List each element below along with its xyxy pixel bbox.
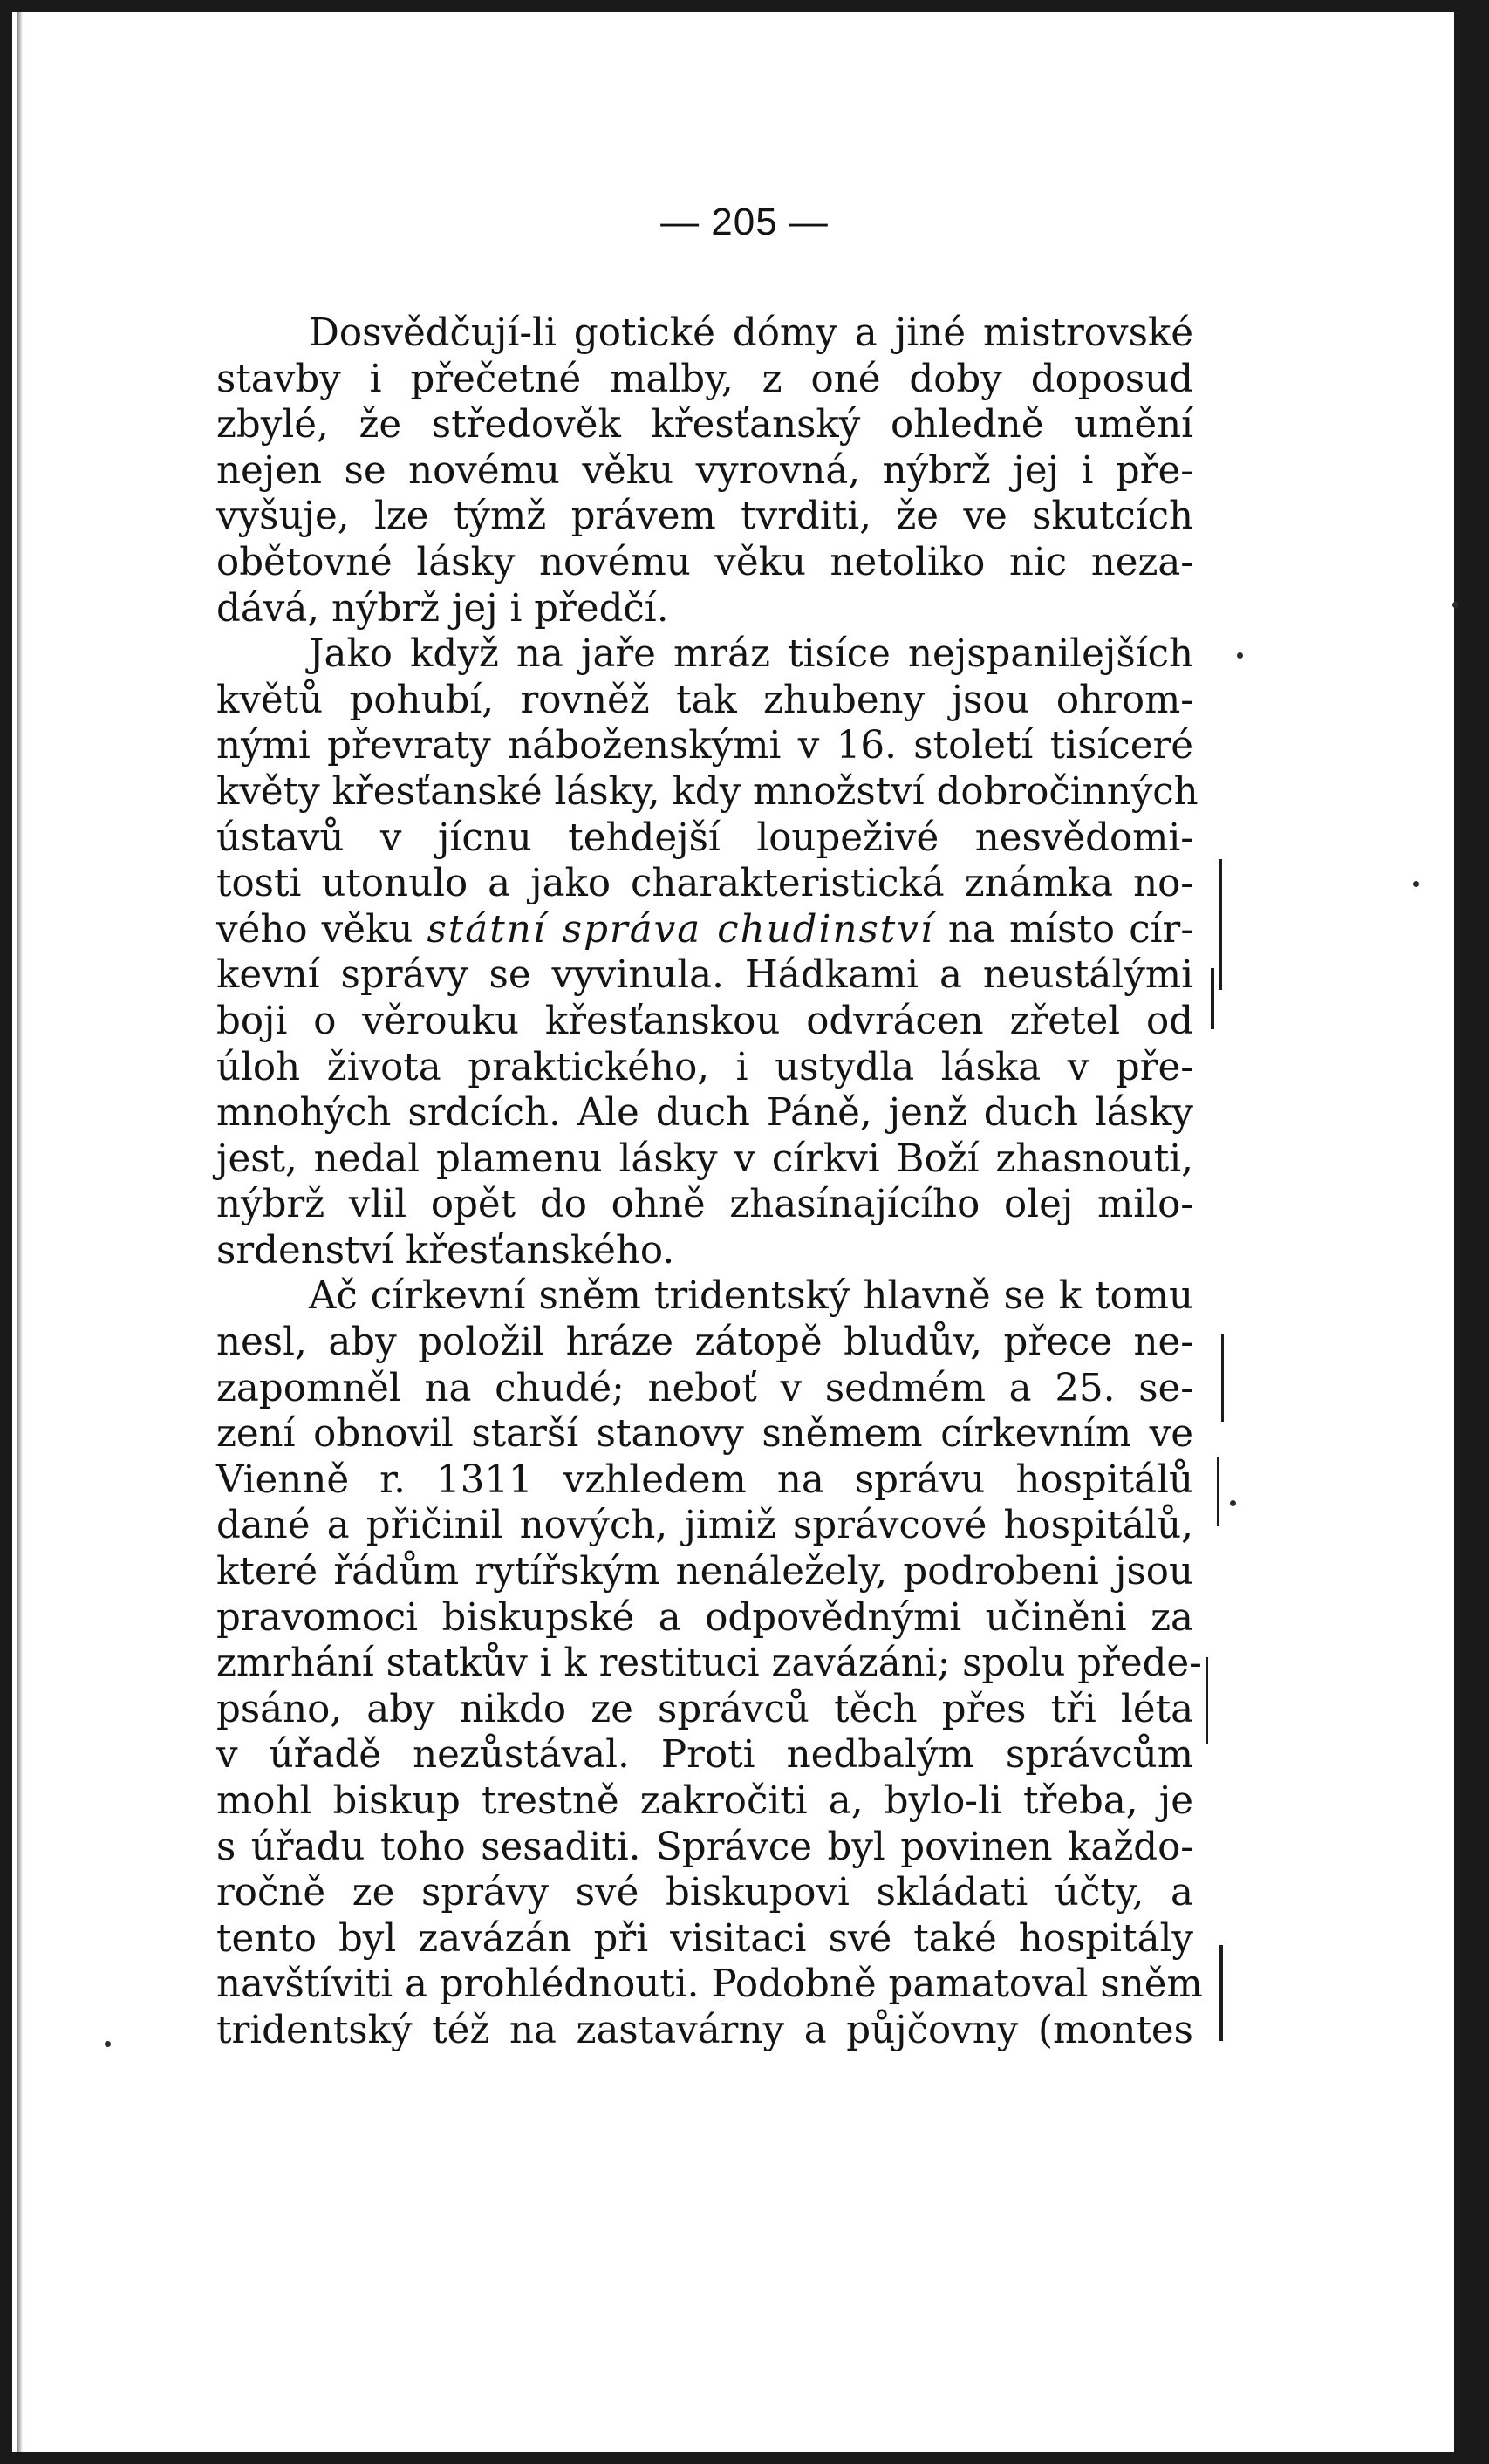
- text-line: s úřadu toho sesaditi. Správce byl povinen každo-: [216, 1825, 1193, 1869]
- margin-dot: [105, 2041, 111, 2047]
- text-line: psáno, aby nikdo ze správců těch přes tři léta: [216, 1687, 1193, 1731]
- emphasized-term: státní správa chudinství: [427, 907, 934, 952]
- text-line: kevní správy se vyvinula. Hádkami a neustálými: [216, 953, 1193, 998]
- text-line: dává, nýbrž jej i předčí.: [216, 586, 669, 631]
- text-line: tento byl zavázán při visitaci své také hospitály: [216, 1916, 1193, 1961]
- text-segment: na místo cír-: [933, 907, 1194, 952]
- text-line: Dosvědčují-li gotické dómy a jiné mistrovské: [309, 311, 1193, 355]
- margin-mark: [1219, 1945, 1223, 2041]
- text-line: dané a přičinil nových, jimiž správcové hospitálů,: [216, 1504, 1193, 1548]
- text-line: stavby i přečetné malby, z oné doby doposud: [216, 357, 1193, 401]
- text-line: obětovné lásky novému věku netoliko nic neza-: [216, 540, 1193, 584]
- text-line: pravomoci biskupské a odpovědnými učiněni za: [216, 1595, 1193, 1640]
- text-line: Ač církevní sněm tridentský hlavně se k tomu: [309, 1274, 1193, 1319]
- text-line: tosti utonulo a jako charakteristická známka no-: [216, 862, 1193, 906]
- margin-dot: [1452, 602, 1458, 608]
- text-line: květy křesťanské lásky, kdy množství dobročinných: [216, 769, 1199, 814]
- margin-mark: [1221, 1334, 1224, 1422]
- margin-dot: [1237, 652, 1243, 659]
- text-line: v úřadě nezůstával. Proti nedbalým správcům: [216, 1733, 1193, 1778]
- text-line: vyšuje, lze týmž právem tvrditi, že ve skutcích: [216, 495, 1193, 539]
- text-line: úloh života praktického, i ustydla láska v pře-: [216, 1045, 1193, 1089]
- margin-dot: [1230, 1500, 1236, 1506]
- text-line: zmrhání statkův i k restituci zavázáni; spolu přede-: [216, 1642, 1202, 1686]
- text-line: Jako když na jaře mráz tisíce nejspanilejších: [309, 632, 1193, 677]
- text-line: květů pohubí, rovněž tak zhubeny jsou ohrom-: [216, 678, 1193, 722]
- text-line: zapomněl na chudé; neboť v sedmém a 25. se-: [216, 1366, 1193, 1410]
- text-segment: vého věku: [216, 907, 427, 952]
- text-line-emphasis: [216, 907, 1193, 953]
- text-line: zení obnovil starší stanovy sněmem církevním ve: [216, 1412, 1193, 1457]
- text-line: mohl biskup trestně zakročiti a, bylo-li třeba, je: [216, 1779, 1193, 1823]
- text-line: srdenství křesťanského.: [216, 1228, 675, 1273]
- text-line: navštíviti a prohlédnouti. Podobně pamatoval sněm: [216, 1962, 1203, 2007]
- text-line: které řádům rytířským nenáležely, podrobeni jsou: [216, 1550, 1193, 1594]
- text-line: ročně ze správy své biskupovi skládati účty, a: [216, 1871, 1193, 1915]
- page-number: — 205 —: [660, 201, 829, 243]
- margin-dot: [1413, 881, 1419, 887]
- text-line: Vienně r. 1311 vzhledem na správu hospitálů: [216, 1457, 1193, 1502]
- text-line: mnohých srdcích. Ale duch Páně, jenž duch lásky: [216, 1091, 1193, 1136]
- text-line: nými převraty náboženskými v 16. století tisíceré: [216, 724, 1193, 768]
- text-line: zbylé, že středověk křesťanský ohledně umění: [216, 403, 1193, 447]
- text-line: tridentský též na zastavárny a půjčovny (montes: [216, 2008, 1193, 2052]
- text-line: nýbrž vlil opět do ohně zhasínajícího olej milo-: [216, 1183, 1193, 1227]
- margin-mark: [1217, 1457, 1219, 1526]
- margin-mark: [1211, 968, 1214, 1029]
- margin-mark: [1219, 859, 1222, 990]
- text-line: boji o věrouku křesťanskou odvrácen zřetel od: [216, 999, 1193, 1043]
- text-line: nesl, aby položil hráze zátopě bludův, přece ne-: [216, 1321, 1193, 1365]
- body-text: [216, 311, 1203, 2054]
- text-line: ústavů v jícnu tehdejší loupeživé nesvědomi-: [216, 816, 1193, 860]
- text-line: jest, nedal plamenu lásky v církvi Boží zhasnouti,: [216, 1136, 1193, 1181]
- margin-mark: [1206, 1657, 1208, 1744]
- text-line: nejen se novému věku vyrovná, nýbrž jej i pře-: [216, 448, 1193, 493]
